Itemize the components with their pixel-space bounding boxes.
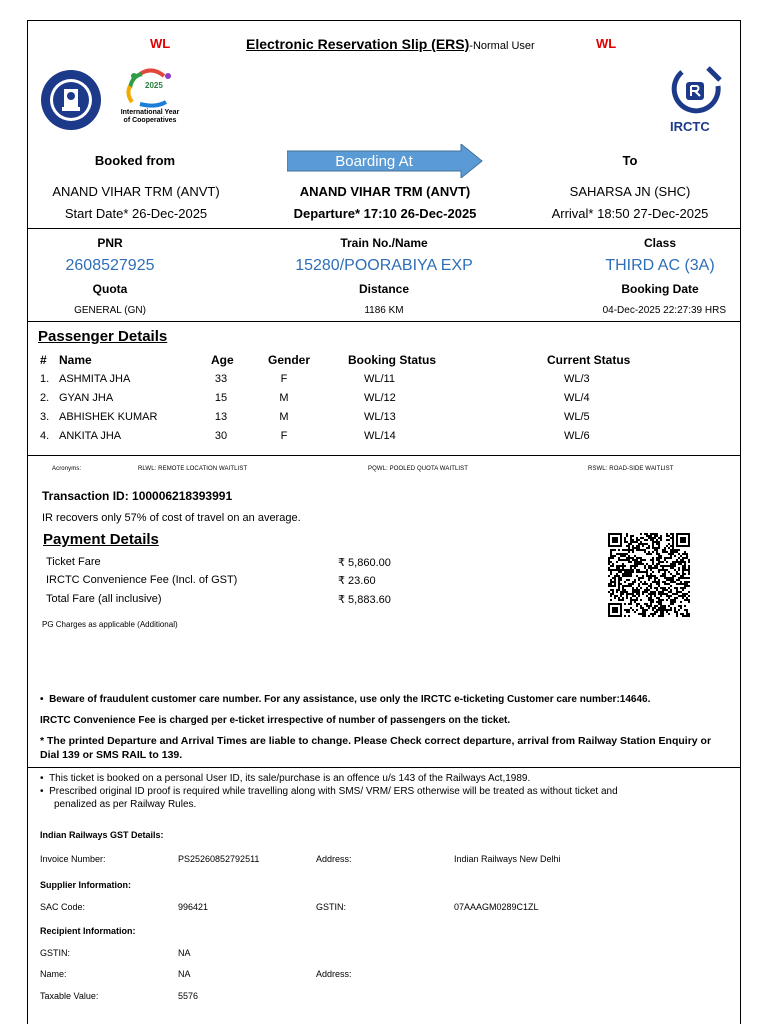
quota-value: GENERAL (GN) xyxy=(74,305,146,316)
divider xyxy=(27,228,741,229)
passenger-details-title: Passenger Details xyxy=(38,328,168,345)
boarding-arrow xyxy=(287,144,483,178)
departure: Departure* 17:10 26-Dec-2025 xyxy=(293,206,477,221)
title-suffix: -Normal User xyxy=(469,40,535,52)
gst-title: Indian Railways GST Details: xyxy=(40,830,164,840)
boarding-at-label: Boarding At xyxy=(335,153,413,170)
bullet-icon: • xyxy=(40,694,50,705)
col-age: Age xyxy=(211,353,234,367)
row-booking-status: WL/11 xyxy=(364,373,395,385)
row-booking-status: WL/12 xyxy=(364,392,396,404)
invoice-value: PS25260852792511 xyxy=(178,854,260,864)
row-name: ABHISHEK KUMAR xyxy=(59,411,158,423)
convenience-notice: IRCTC Convenience Fee is charged per e-ticket irrespective of number of passengers on the ticket. xyxy=(40,715,511,726)
row-gender: M xyxy=(279,392,289,404)
coop-line2: of Cooperatives xyxy=(123,117,177,124)
acronyms-label: Acronyms: xyxy=(52,466,82,472)
train-label: Train No./Name xyxy=(340,236,428,250)
divider xyxy=(27,455,741,456)
row-gender: F xyxy=(280,373,288,385)
irctc-label: IRCTC xyxy=(670,119,710,134)
row-num: 3. xyxy=(40,411,50,423)
payment-label: IRCTC Convenience Fee (Incl. of GST) xyxy=(46,574,238,586)
id-proof-line2: penalized as per Railway Rules. xyxy=(54,799,197,810)
gstin-label: GSTIN: xyxy=(316,902,347,912)
recipient-title: Recipient Information: xyxy=(40,926,136,936)
row-booking-status: WL/13 xyxy=(364,411,396,423)
start-date: Start Date* 26-Dec-2025 xyxy=(64,206,208,221)
row-current-status: WL/4 xyxy=(564,392,590,404)
to-label: To xyxy=(622,153,638,168)
wl-right: WL xyxy=(596,36,617,51)
recipient-gstin-label: GSTIN: xyxy=(40,948,71,958)
row-num: 2. xyxy=(40,392,50,404)
row-age: 30 xyxy=(214,430,228,442)
to-station: SAHARSA JN (SHC) xyxy=(569,184,691,199)
col-current-status: Current Status xyxy=(547,353,631,367)
from-station: ANAND VIHAR TRM (ANVT) xyxy=(52,184,220,199)
booked-from-label: Booked from xyxy=(94,153,176,168)
row-current-status: WL/5 xyxy=(564,411,590,423)
quota-label: Quota xyxy=(92,282,128,296)
taxable-value: 5576 xyxy=(178,991,199,1001)
pg-note: PG Charges as applicable (Additional) xyxy=(42,620,178,629)
boarding-station: ANAND VIHAR TRM (ANVT) xyxy=(299,184,471,199)
recipient-gstin-value: NA xyxy=(178,948,191,958)
arrival: Arrival* 18:50 27-Dec-2025 xyxy=(551,206,709,221)
transaction-id: Transaction ID: 100006218393991 xyxy=(42,489,233,503)
col-name: Name xyxy=(59,353,92,367)
booking-date-value: 04-Dec-2025 22:27:39 HRS xyxy=(602,305,726,316)
coop-year: 2025 xyxy=(145,81,163,90)
recipient-name-value: NA xyxy=(178,969,191,979)
sac-value: 996421 xyxy=(178,902,209,912)
row-name: GYAN JHA xyxy=(59,392,114,404)
row-age: 15 xyxy=(214,392,228,404)
col-booking-status: Booking Status xyxy=(348,353,437,367)
times-notice xyxy=(40,734,711,762)
times-line2: Dial 139 or SMS RAIL to 139. xyxy=(40,749,183,761)
indian-railways-logo xyxy=(40,69,102,131)
row-gender: F xyxy=(280,430,288,442)
payment-value: ₹ 5,883.60 xyxy=(338,594,391,606)
irctc-logo xyxy=(664,64,728,136)
payment-value: ₹ 23.60 xyxy=(338,575,376,587)
row-num: 4. xyxy=(40,430,50,442)
divider xyxy=(27,321,741,322)
bullet-icon: • xyxy=(40,786,50,797)
irctc-emblem-icon xyxy=(664,64,728,118)
bullet-icon: • xyxy=(40,773,50,784)
legal-notices xyxy=(40,772,618,811)
row-booking-status: WL/14 xyxy=(364,430,396,442)
row-current-status: WL/6 xyxy=(564,430,590,442)
qr-code-icon xyxy=(608,533,690,617)
recover-note: IR recovers only 57% of cost of travel on an average. xyxy=(42,512,301,524)
row-age: 13 xyxy=(214,411,228,423)
coop-line1: International Year xyxy=(120,109,180,116)
row-gender: M xyxy=(279,411,289,423)
address-value: Indian Railways New Delhi xyxy=(454,854,561,864)
pnr-value: 2608527925 xyxy=(65,257,155,274)
acronym-pqwl: PQWL: POOLED QUOTA WAITLIST xyxy=(368,466,469,472)
col-num: # xyxy=(40,353,47,367)
fraud-notice xyxy=(40,694,650,705)
wl-left: WL xyxy=(150,36,171,51)
class-label: Class xyxy=(643,236,677,250)
payment-label: Total Fare (all inclusive) xyxy=(46,593,162,605)
divider xyxy=(27,767,741,768)
supplier-title: Supplier Information: xyxy=(40,880,131,890)
sac-label: SAC Code: xyxy=(40,902,86,912)
id-proof-notice: • Prescribed original ID proof is required while travelling along with SMS/ VRM/ ERS otherwise will be treated as without ticket and xyxy=(40,786,618,797)
fraud-text: Beware of fraudulent customer care number. For any assistance, use only the IRCTC e-ticketing Customer care number:14646. xyxy=(49,694,651,705)
invoice-label: Invoice Number: xyxy=(40,854,106,864)
row-name: ASHMITA JHA xyxy=(59,373,131,385)
acronym-rlwl: RLWL: REMOTE LOCATION WAITLIST xyxy=(138,466,248,472)
row-name: ANKITA JHA xyxy=(59,430,122,442)
row-num: 1. xyxy=(40,373,50,385)
personal-id-notice: • This ticket is booked on a personal User ID, its sale/purchase is an offence u/s 143 of the Railways Act,1989. xyxy=(40,773,531,784)
cooperatives-logo xyxy=(110,68,190,130)
title-text: Electronic Reservation Slip (ERS) xyxy=(246,36,470,52)
gstin-value: 07AAAGM0289C1ZL xyxy=(454,902,539,912)
pnr-label: PNR xyxy=(97,236,123,250)
taxable-label: Taxable Value: xyxy=(40,991,99,1001)
recipient-address-label: Address: xyxy=(316,969,352,979)
qr-code xyxy=(608,533,690,617)
coop-caption xyxy=(110,109,190,125)
payment-label: Ticket Fare xyxy=(46,556,101,568)
times-line1: * The printed Departure and Arrival Times are liable to change. Please Check correct departure, arrival from Railway Station Enquiry or xyxy=(40,735,712,747)
address-label: Address: xyxy=(316,854,352,864)
booking-date-label: Booking Date xyxy=(621,282,699,296)
class-value: THIRD AC (3A) xyxy=(605,257,715,274)
payment-value: ₹ 5,860.00 xyxy=(338,557,391,569)
distance-value: 1186 KM xyxy=(364,305,404,316)
distance-label: Distance xyxy=(358,282,410,296)
row-age: 33 xyxy=(214,373,228,385)
acronym-rswl: RSWL: ROAD-SIDE WAITLIST xyxy=(588,466,674,472)
recipient-name-label: Name: xyxy=(40,969,67,979)
payment-details-title: Payment Details xyxy=(43,531,159,548)
page-title xyxy=(246,36,535,54)
row-current-status: WL/3 xyxy=(564,373,590,385)
train-value: 15280/POORABIYA EXP xyxy=(295,257,473,274)
col-gender: Gender xyxy=(268,353,311,367)
